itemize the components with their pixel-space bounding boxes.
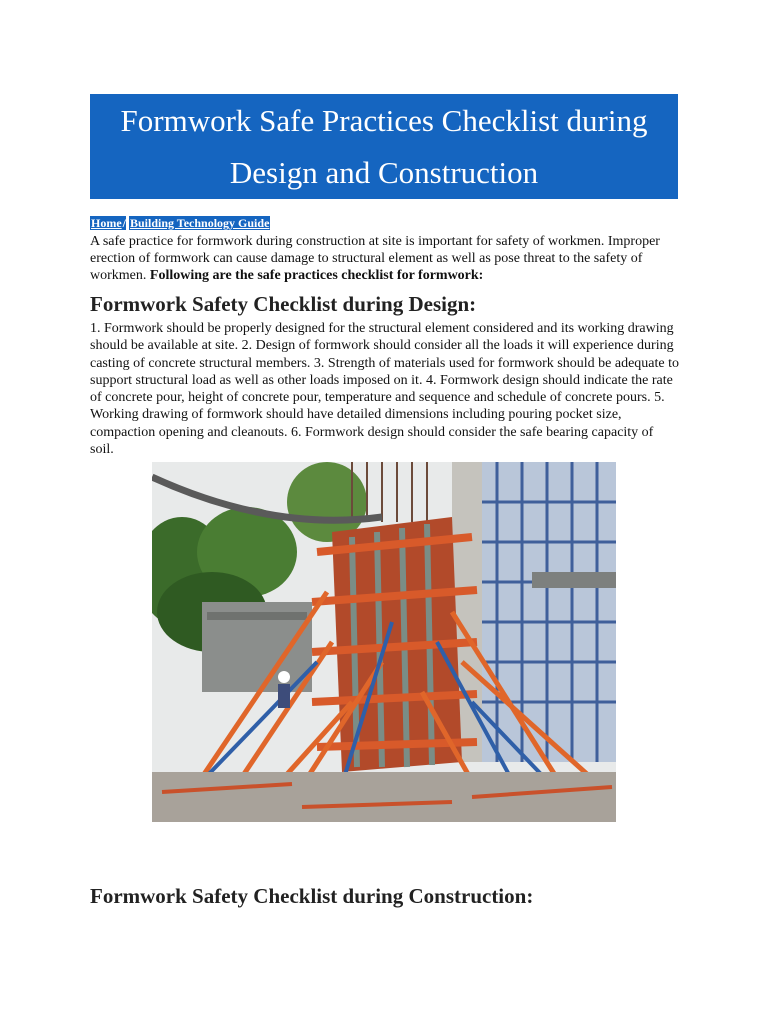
- page-title: [121, 95, 648, 199]
- page-title-line1: Formwork Safe Practices Checklist during: [120, 102, 648, 138]
- page-title-line2: Design and Construction: [229, 154, 539, 190]
- intro-paragraph: [90, 233, 680, 284]
- breadcrumb-home-link[interactable]: Home: [91, 216, 122, 230]
- breadcrumb-section-link[interactable]: Building Technology Guide: [130, 216, 270, 230]
- design-checklist-text: 1. Formwork should be properly designed for the structural element considered and its working drawing should be available at site. 2. Design of formwork should consider all the loads it will experience during casting of concrete structural members. 3. Strength of materials used for formwork should be adequate to support structural load as well as other loads imposed on it. 4. Formwork design should indicate the rate of concrete pour, height of concrete pour, temperature and sequence and schedule of concrete pours. 5. Working drawing of formwork should have detailed dimensions including pouring pocket size, compaction opening and cleanouts. 6. Formwork design should consider the safe bearing capacity of soil.: [90, 321, 679, 458]
- intro-bold-text: Following are the safe practices checklist for formwork:: [149, 268, 484, 283]
- breadcrumb: [90, 216, 270, 230]
- breadcrumb-separator: /: [122, 216, 126, 230]
- construction-heading: Formwork Safety Checklist during Construction:: [90, 884, 534, 908]
- design-heading: Formwork Safety Checklist during Design:: [90, 292, 477, 316]
- title-banner: [90, 94, 678, 199]
- formwork-photo: [152, 462, 616, 822]
- intro-text: A safe practice for formwork during construction at site is important for safety of workmen. Improper erection of formwork can cause damage to structural element as well as pose threat to the safety of workmen.: [90, 234, 660, 283]
